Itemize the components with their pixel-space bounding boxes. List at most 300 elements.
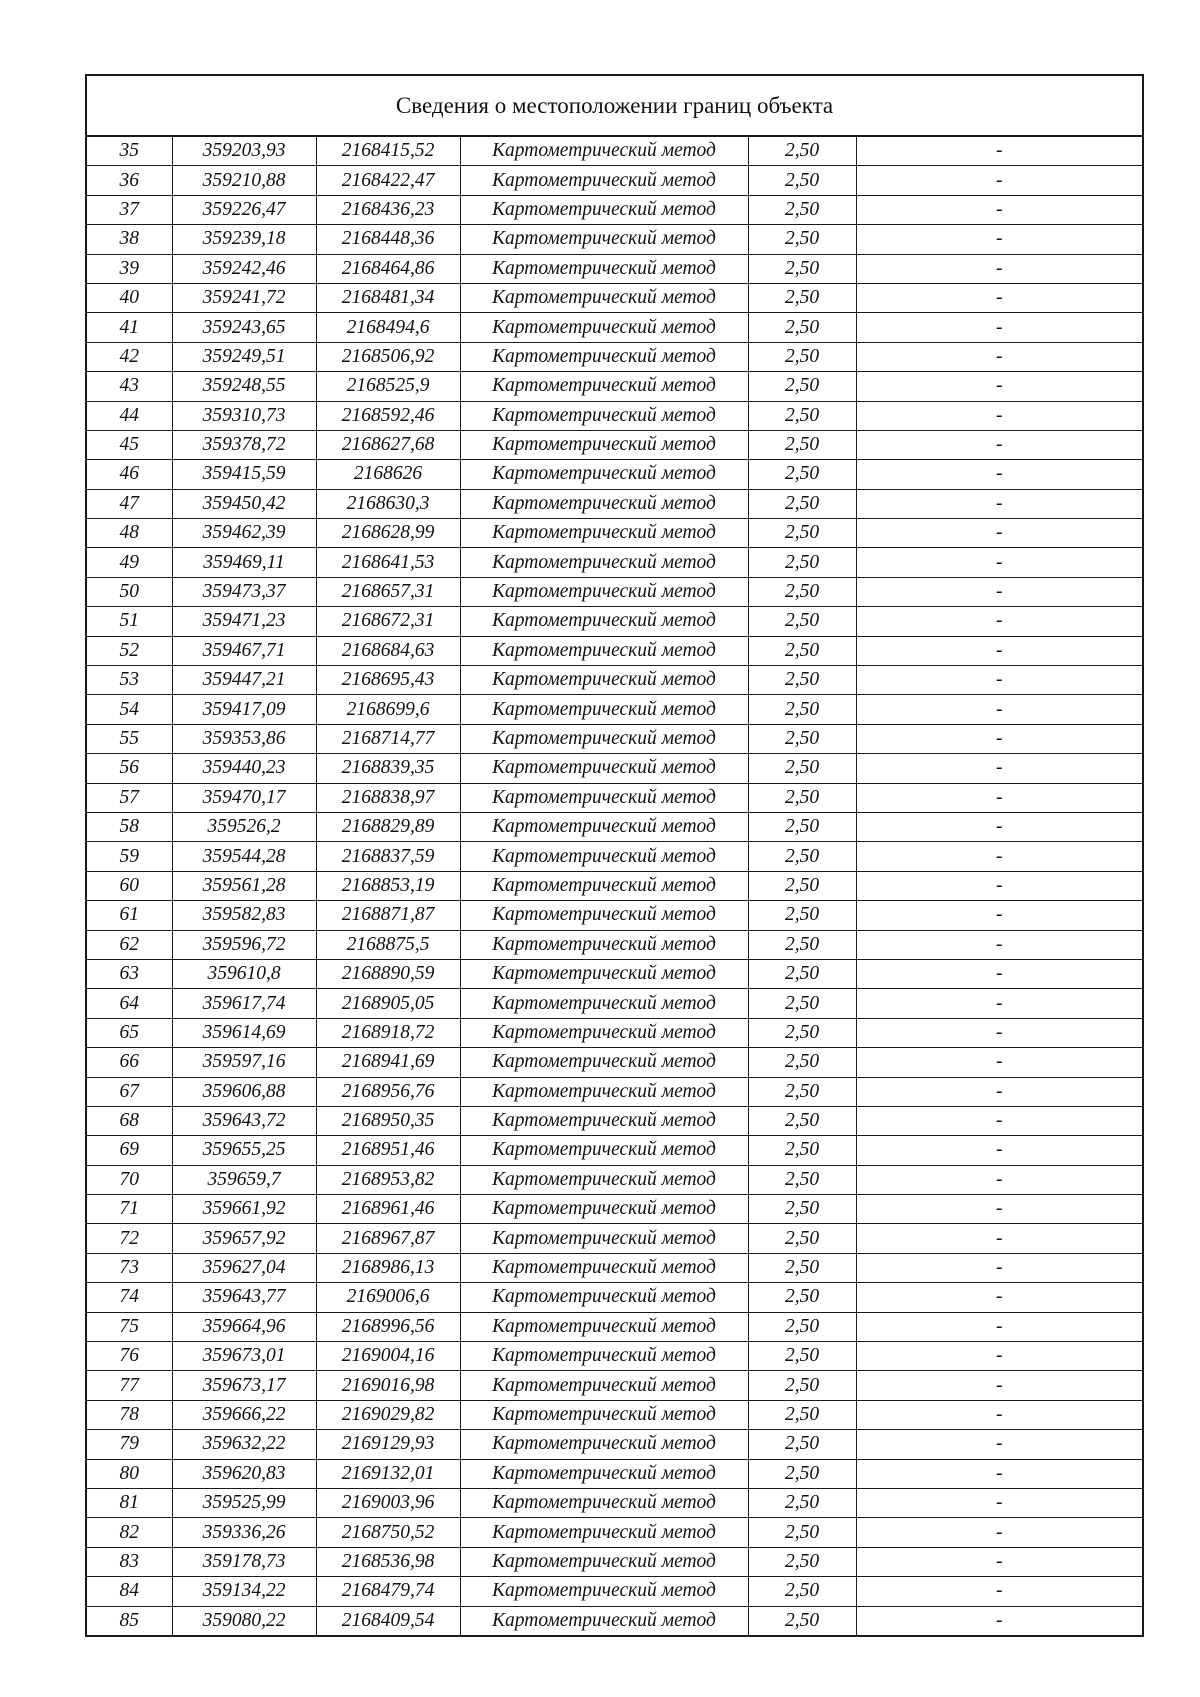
table-row [86,254,1143,283]
point-number-cell: 36 [86,166,172,195]
table-row [86,136,1143,166]
method-cell: Картометрический метод [460,283,748,312]
y-coordinate-cell: 2168684,63 [316,636,460,665]
y-coordinate-cell: 2168525,9 [316,372,460,401]
y-coordinate-cell: 2168853,19 [316,871,460,900]
y-coordinate-cell: 2168422,47 [316,166,460,195]
point-number-cell: 75 [86,1312,172,1341]
accuracy-cell: 2,50 [748,1283,856,1312]
table-row [86,548,1143,577]
description-cell: - [856,1488,1143,1517]
method-cell: Картометрический метод [460,1106,748,1135]
x-coordinate-cell: 359655,25 [172,1136,316,1165]
x-coordinate-cell: 359440,23 [172,754,316,783]
description-cell: - [856,166,1143,195]
y-coordinate-cell: 2168967,87 [316,1224,460,1253]
x-coordinate-cell: 359415,59 [172,460,316,489]
accuracy-cell: 2,50 [748,225,856,254]
point-number-cell: 49 [86,548,172,577]
y-coordinate-cell: 2168409,54 [316,1606,460,1636]
boundary-coordinates-table [85,74,1144,1637]
x-coordinate-cell: 359582,83 [172,901,316,930]
x-coordinate-cell: 359606,88 [172,1077,316,1106]
description-cell: - [856,1106,1143,1135]
accuracy-cell: 2,50 [748,1518,856,1547]
point-number-cell: 54 [86,695,172,724]
method-cell: Картометрический метод [460,930,748,959]
point-number-cell: 42 [86,342,172,371]
point-number-cell: 72 [86,1224,172,1253]
description-cell: - [856,1400,1143,1429]
point-number-cell: 85 [86,1606,172,1636]
table-row [86,1342,1143,1371]
x-coordinate-cell: 359447,21 [172,666,316,695]
description-cell: - [856,430,1143,459]
table-row [86,783,1143,812]
table-row [86,342,1143,371]
y-coordinate-cell: 2168436,23 [316,195,460,224]
table-row [86,1283,1143,1312]
accuracy-cell: 2,50 [748,254,856,283]
point-number-cell: 77 [86,1371,172,1400]
x-coordinate-cell: 359544,28 [172,842,316,871]
method-cell: Картометрический метод [460,1459,748,1488]
method-cell: Картометрический метод [460,1371,748,1400]
accuracy-cell: 2,50 [748,1547,856,1576]
y-coordinate-cell: 2168672,31 [316,607,460,636]
point-number-cell: 58 [86,812,172,841]
accuracy-cell: 2,50 [748,519,856,548]
description-cell: - [856,1253,1143,1282]
accuracy-cell: 2,50 [748,283,856,312]
y-coordinate-cell: 2169029,82 [316,1400,460,1429]
y-coordinate-cell: 2168494,6 [316,313,460,342]
table-body [86,75,1143,1636]
table-row [86,695,1143,724]
description-cell: - [856,548,1143,577]
y-coordinate-cell: 2168481,34 [316,283,460,312]
point-number-cell: 59 [86,842,172,871]
table-row [86,1400,1143,1429]
y-coordinate-cell: 2168627,68 [316,430,460,459]
method-cell: Картометрический метод [460,1606,748,1636]
point-number-cell: 69 [86,1136,172,1165]
point-number-cell: 64 [86,989,172,1018]
table-row [86,372,1143,401]
y-coordinate-cell: 2168961,46 [316,1195,460,1224]
description-cell: - [856,1371,1143,1400]
description-cell: - [856,136,1143,166]
x-coordinate-cell: 359632,22 [172,1430,316,1459]
accuracy-cell: 2,50 [748,989,856,1018]
accuracy-cell: 2,50 [748,195,856,224]
description-cell: - [856,636,1143,665]
x-coordinate-cell: 359673,01 [172,1342,316,1371]
y-coordinate-cell: 2168875,5 [316,930,460,959]
description-cell: - [856,1136,1143,1165]
point-number-cell: 39 [86,254,172,283]
method-cell: Картометрический метод [460,666,748,695]
accuracy-cell: 2,50 [748,842,856,871]
accuracy-cell: 2,50 [748,666,856,695]
y-coordinate-cell: 2168950,35 [316,1106,460,1135]
y-coordinate-cell: 2168953,82 [316,1165,460,1194]
accuracy-cell: 2,50 [748,1106,856,1135]
table-row [86,166,1143,195]
x-coordinate-cell: 359664,96 [172,1312,316,1341]
y-coordinate-cell: 2168630,3 [316,489,460,518]
point-number-cell: 82 [86,1518,172,1547]
table-row [86,519,1143,548]
method-cell: Картометрический метод [460,489,748,518]
table-row [86,959,1143,988]
table-row [86,930,1143,959]
point-number-cell: 37 [86,195,172,224]
description-cell: - [856,724,1143,753]
y-coordinate-cell: 2168657,31 [316,577,460,606]
method-cell: Картометрический метод [460,724,748,753]
method-cell: Картометрический метод [460,225,748,254]
point-number-cell: 48 [86,519,172,548]
method-cell: Картометрический метод [460,1283,748,1312]
point-number-cell: 65 [86,1018,172,1047]
x-coordinate-cell: 359467,71 [172,636,316,665]
method-cell: Картометрический метод [460,548,748,577]
point-number-cell: 52 [86,636,172,665]
description-cell: - [856,489,1143,518]
method-cell: Картометрический метод [460,1195,748,1224]
table-row [86,1106,1143,1135]
x-coordinate-cell: 359620,83 [172,1459,316,1488]
table-row [86,1165,1143,1194]
table-row [86,313,1143,342]
x-coordinate-cell: 359673,17 [172,1371,316,1400]
accuracy-cell: 2,50 [748,812,856,841]
accuracy-cell: 2,50 [748,636,856,665]
point-number-cell: 62 [86,930,172,959]
table-row [86,1312,1143,1341]
point-number-cell: 74 [86,1283,172,1312]
description-cell: - [856,1165,1143,1194]
description-cell: - [856,313,1143,342]
table-row [86,1518,1143,1547]
table-row [86,1253,1143,1282]
accuracy-cell: 2,50 [748,136,856,166]
method-cell: Картометрический метод [460,401,748,430]
y-coordinate-cell: 2168714,77 [316,724,460,753]
y-coordinate-cell: 2168956,76 [316,1077,460,1106]
description-cell: - [856,812,1143,841]
point-number-cell: 79 [86,1430,172,1459]
method-cell: Картометрический метод [460,166,748,195]
table-row [86,754,1143,783]
method-cell: Картометрический метод [460,460,748,489]
point-number-cell: 67 [86,1077,172,1106]
y-coordinate-cell: 2168628,99 [316,519,460,548]
table-row [86,1488,1143,1517]
method-cell: Картометрический метод [460,1400,748,1429]
description-cell: - [856,1283,1143,1312]
point-number-cell: 56 [86,754,172,783]
accuracy-cell: 2,50 [748,1430,856,1459]
method-cell: Картометрический метод [460,1077,748,1106]
x-coordinate-cell: 359596,72 [172,930,316,959]
x-coordinate-cell: 359617,74 [172,989,316,1018]
accuracy-cell: 2,50 [748,313,856,342]
x-coordinate-cell: 359080,22 [172,1606,316,1636]
point-number-cell: 51 [86,607,172,636]
description-cell: - [856,1312,1143,1341]
table-row [86,724,1143,753]
accuracy-cell: 2,50 [748,1253,856,1282]
method-cell: Картометрический метод [460,1577,748,1606]
point-number-cell: 41 [86,313,172,342]
accuracy-cell: 2,50 [748,372,856,401]
method-cell: Картометрический метод [460,1342,748,1371]
x-coordinate-cell: 359378,72 [172,430,316,459]
point-number-cell: 63 [86,959,172,988]
description-cell: - [856,901,1143,930]
accuracy-cell: 2,50 [748,1077,856,1106]
table-row [86,666,1143,695]
y-coordinate-cell: 2168415,52 [316,136,460,166]
accuracy-cell: 2,50 [748,1342,856,1371]
description-cell: - [856,460,1143,489]
table-row [86,1048,1143,1077]
y-coordinate-cell: 2169129,93 [316,1430,460,1459]
point-number-cell: 35 [86,136,172,166]
point-number-cell: 40 [86,283,172,312]
point-number-cell: 43 [86,372,172,401]
accuracy-cell: 2,50 [748,577,856,606]
table-row [86,636,1143,665]
x-coordinate-cell: 359471,23 [172,607,316,636]
accuracy-cell: 2,50 [748,754,856,783]
point-number-cell: 60 [86,871,172,900]
x-coordinate-cell: 359659,7 [172,1165,316,1194]
accuracy-cell: 2,50 [748,901,856,930]
accuracy-cell: 2,50 [748,166,856,195]
y-coordinate-cell: 2168592,46 [316,401,460,430]
accuracy-cell: 2,50 [748,1577,856,1606]
description-cell: - [856,1430,1143,1459]
method-cell: Картометрический метод [460,783,748,812]
y-coordinate-cell: 2168986,13 [316,1253,460,1282]
table-row [86,989,1143,1018]
table-title-row [86,75,1143,136]
method-cell: Картометрический метод [460,1430,748,1459]
description-cell: - [856,1018,1143,1047]
point-number-cell: 84 [86,1577,172,1606]
accuracy-cell: 2,50 [748,548,856,577]
method-cell: Картометрический метод [460,607,748,636]
y-coordinate-cell: 2168699,6 [316,695,460,724]
y-coordinate-cell: 2168905,05 [316,989,460,1018]
table-row [86,195,1143,224]
point-number-cell: 78 [86,1400,172,1429]
method-cell: Картометрический метод [460,959,748,988]
table-row [86,1459,1143,1488]
x-coordinate-cell: 359226,47 [172,195,316,224]
accuracy-cell: 2,50 [748,342,856,371]
point-number-cell: 46 [86,460,172,489]
description-cell: - [856,195,1143,224]
y-coordinate-cell: 2168838,97 [316,783,460,812]
table-row [86,460,1143,489]
y-coordinate-cell: 2168918,72 [316,1018,460,1047]
method-cell: Картометрический метод [460,342,748,371]
x-coordinate-cell: 359469,11 [172,548,316,577]
description-cell: - [856,1518,1143,1547]
table-row [86,1195,1143,1224]
method-cell: Картометрический метод [460,901,748,930]
description-cell: - [856,342,1143,371]
table-row [86,1547,1143,1576]
accuracy-cell: 2,50 [748,1312,856,1341]
x-coordinate-cell: 359597,16 [172,1048,316,1077]
x-coordinate-cell: 359526,2 [172,812,316,841]
accuracy-cell: 2,50 [748,1195,856,1224]
method-cell: Картометрический метод [460,1253,748,1282]
y-coordinate-cell: 2168941,69 [316,1048,460,1077]
point-number-cell: 55 [86,724,172,753]
table-row [86,812,1143,841]
method-cell: Картометрический метод [460,1018,748,1047]
accuracy-cell: 2,50 [748,460,856,489]
accuracy-cell: 2,50 [748,1224,856,1253]
x-coordinate-cell: 359417,09 [172,695,316,724]
accuracy-cell: 2,50 [748,607,856,636]
description-cell: - [856,1547,1143,1576]
x-coordinate-cell: 359450,42 [172,489,316,518]
description-cell: - [856,1048,1143,1077]
description-cell: - [856,225,1143,254]
method-cell: Картометрический метод [460,519,748,548]
description-cell: - [856,254,1143,283]
table-row [86,1136,1143,1165]
x-coordinate-cell: 359661,92 [172,1195,316,1224]
y-coordinate-cell: 2169006,6 [316,1283,460,1312]
y-coordinate-cell: 2168951,46 [316,1136,460,1165]
method-cell: Картометрический метод [460,989,748,1018]
x-coordinate-cell: 359249,51 [172,342,316,371]
point-number-cell: 45 [86,430,172,459]
y-coordinate-cell: 2168996,56 [316,1312,460,1341]
description-cell: - [856,1577,1143,1606]
table-title: Сведения о местоположении границ объекта [86,75,1143,136]
table-row [86,1577,1143,1606]
description-cell: - [856,1224,1143,1253]
x-coordinate-cell: 359242,46 [172,254,316,283]
y-coordinate-cell: 2168506,92 [316,342,460,371]
table-row [86,225,1143,254]
method-cell: Картометрический метод [460,1547,748,1576]
method-cell: Картометрический метод [460,1312,748,1341]
point-number-cell: 68 [86,1106,172,1135]
y-coordinate-cell: 2168479,74 [316,1577,460,1606]
method-cell: Картометрический метод [460,636,748,665]
x-coordinate-cell: 359473,37 [172,577,316,606]
method-cell: Картометрический метод [460,430,748,459]
description-cell: - [856,1606,1143,1636]
method-cell: Картометрический метод [460,1488,748,1517]
method-cell: Картометрический метод [460,695,748,724]
y-coordinate-cell: 2168871,87 [316,901,460,930]
description-cell: - [856,959,1143,988]
x-coordinate-cell: 359657,92 [172,1224,316,1253]
method-cell: Картометрический метод [460,1165,748,1194]
point-number-cell: 70 [86,1165,172,1194]
accuracy-cell: 2,50 [748,1165,856,1194]
description-cell: - [856,577,1143,606]
x-coordinate-cell: 359643,72 [172,1106,316,1135]
x-coordinate-cell: 359134,22 [172,1577,316,1606]
x-coordinate-cell: 359336,26 [172,1518,316,1547]
method-cell: Картометрический метод [460,1518,748,1547]
accuracy-cell: 2,50 [748,724,856,753]
description-cell: - [856,754,1143,783]
y-coordinate-cell: 2169003,96 [316,1488,460,1517]
description-cell: - [856,930,1143,959]
x-coordinate-cell: 359239,18 [172,225,316,254]
point-number-cell: 38 [86,225,172,254]
point-number-cell: 83 [86,1547,172,1576]
table-row [86,489,1143,518]
x-coordinate-cell: 359643,77 [172,1283,316,1312]
accuracy-cell: 2,50 [748,1488,856,1517]
table-row [86,871,1143,900]
table-row [86,901,1143,930]
x-coordinate-cell: 359353,86 [172,724,316,753]
accuracy-cell: 2,50 [748,959,856,988]
method-cell: Картометрический метод [460,1136,748,1165]
method-cell: Картометрический метод [460,754,748,783]
accuracy-cell: 2,50 [748,430,856,459]
x-coordinate-cell: 359178,73 [172,1547,316,1576]
accuracy-cell: 2,50 [748,695,856,724]
accuracy-cell: 2,50 [748,1459,856,1488]
x-coordinate-cell: 359666,22 [172,1400,316,1429]
accuracy-cell: 2,50 [748,1371,856,1400]
x-coordinate-cell: 359243,65 [172,313,316,342]
method-cell: Картометрический метод [460,871,748,900]
point-number-cell: 76 [86,1342,172,1371]
description-cell: - [856,519,1143,548]
y-coordinate-cell: 2168464,86 [316,254,460,283]
table-row [86,1077,1143,1106]
y-coordinate-cell: 2169016,98 [316,1371,460,1400]
x-coordinate-cell: 359610,8 [172,959,316,988]
description-cell: - [856,1459,1143,1488]
method-cell: Картометрический метод [460,136,748,166]
method-cell: Картометрический метод [460,577,748,606]
table-row [86,1371,1143,1400]
method-cell: Картометрический метод [460,1048,748,1077]
y-coordinate-cell: 2168448,36 [316,225,460,254]
description-cell: - [856,842,1143,871]
accuracy-cell: 2,50 [748,1136,856,1165]
description-cell: - [856,666,1143,695]
y-coordinate-cell: 2168837,59 [316,842,460,871]
method-cell: Картометрический метод [460,842,748,871]
accuracy-cell: 2,50 [748,489,856,518]
method-cell: Картометрический метод [460,313,748,342]
description-cell: - [856,871,1143,900]
y-coordinate-cell: 2168695,43 [316,666,460,695]
x-coordinate-cell: 359210,88 [172,166,316,195]
accuracy-cell: 2,50 [748,401,856,430]
x-coordinate-cell: 359248,55 [172,372,316,401]
